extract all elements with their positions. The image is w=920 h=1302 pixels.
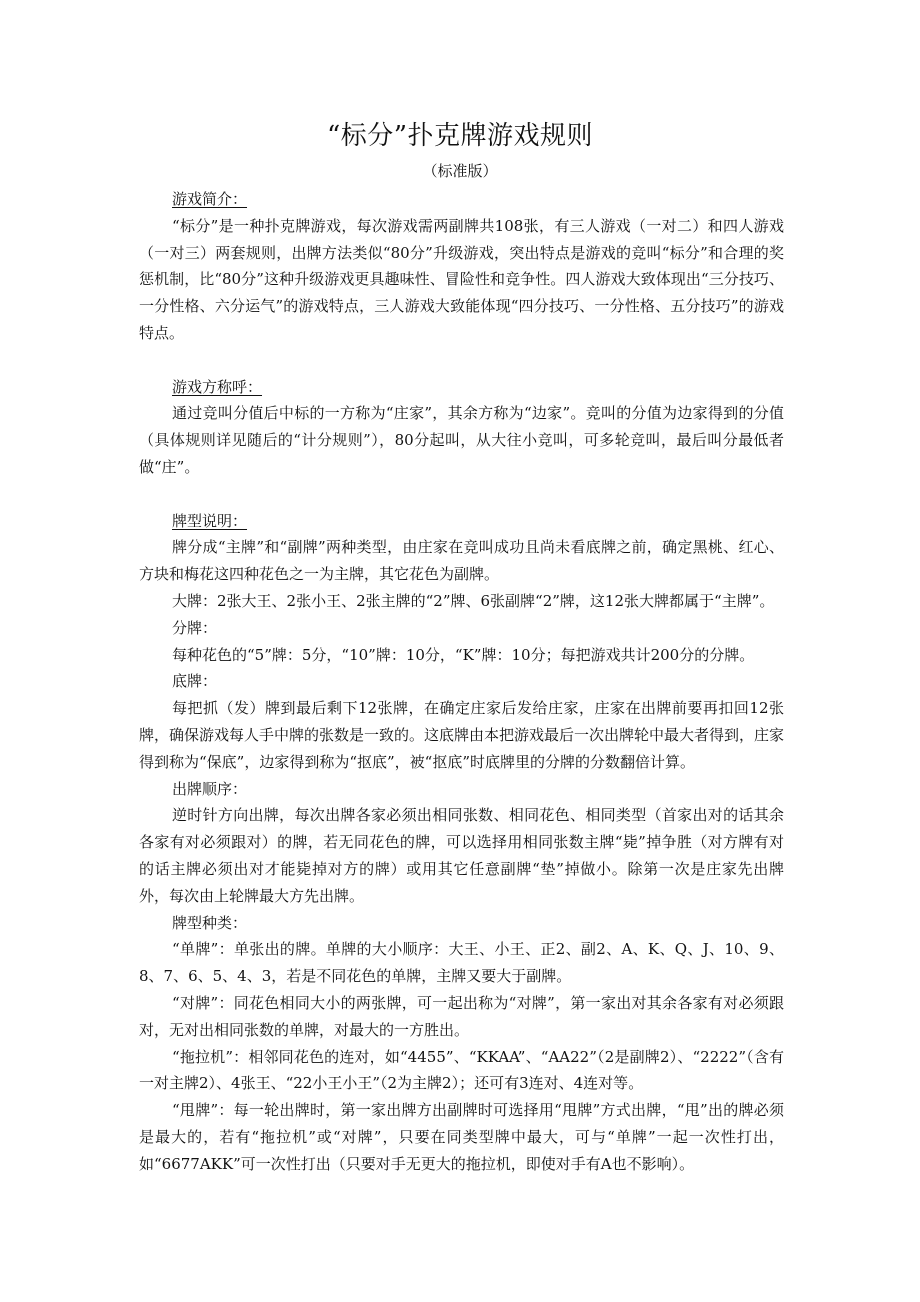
paragraph-order: 逆时针方向出牌，每次出牌各家必须出相同张数、相同花色、相同类型（首家出对的话其余各家有对必须跟对）的牌，若无同花色的牌，可以选择用相同张数主牌“毙”掉争胜（对方牌有对的话主牌必须出对才能毙掉对方的牌）或用其它任意副牌“垫”掉做小。除第一次是庄家先出牌外，每次由上轮牌最大方先出牌。 <box>139 806 784 905</box>
paragraph-pair: “对牌”：同花色相同大小的两张牌，可一起出称为“对牌”，第一家出对其余各家有对必须跟对，无对出相同张数的单牌，对最大的一方胜出。 <box>139 993 784 1039</box>
paragraph-points: 每种花色的“5”牌：5分，“10”牌：10分，“K”牌：10分；每把游戏共计200分的分牌。 <box>172 645 755 664</box>
paragraph-cards-intro: 牌分成“主牌”和“副牌”两种类型，由庄家在竞叫成功且尚未看底牌之前，确定黑桃、红心、方块和梅花这四种花色之一为主牌，其它花色为副牌。 <box>139 538 784 584</box>
label-bottom: 底牌： <box>172 672 218 691</box>
section-heading-cards: 牌型说明： <box>172 511 248 530</box>
label-points: 分牌： <box>172 618 218 637</box>
paragraph-big-cards: 大牌：2张大王、2张小王、2张主牌的“2”牌、6张副牌“2”牌，这12张大牌都属于“主牌”。 <box>172 591 775 610</box>
paragraph-names: 通过竞叫分值后中标的一方称为“庄家”，其余方称为“边家”。竞叫的分值为边家得到的分值（具体规则详见随后的“计分规则”），80分起叫，从大往小竞叫，可多轮竞叫，最后叫分最低者做“庄”。 <box>139 404 784 476</box>
document-subtitle: （标准版） <box>422 162 498 180</box>
document-title: “标分”扑克牌游戏规则 <box>326 121 594 151</box>
document-body <box>139 186 784 1177</box>
paragraph-tractor: “拖拉机”：相邻同花色的连对，如“4455”、“KKAA”、“AA22”（2是副牌2）、“2222”（含有一对主牌2）、4张王、“22小王小王”（2为主牌2）；还可有3连对、4连对等。 <box>139 1047 784 1093</box>
paragraph-throw: “甩牌”：每一轮出牌时，第一家出牌方出副牌时可选择用“甩牌”方式出牌，“甩”出的牌必须是最大的，若有“拖拉机”或“对牌”，只要在同类型牌中最大，可与“单牌”一起一次性打出，如“6677AKK”可一次性打出（只要对手无更大的拖拉机，即使对手有A也不影响）。 <box>139 1101 784 1173</box>
paragraph-bottom: 每把抓（发）牌到最后剩下12张牌，在确定庄家后发给庄家，庄家在出牌前要再扣回12张牌，确保游戏每人手中牌的张数是一致的。这底牌由本把游戏最后一次出牌轮中最大者得到，庄家得到称为“保底”，边家得到称为“抠底”，被“抠底”时底牌里的分牌的分数翻倍计算。 <box>139 699 785 771</box>
paragraph-single: “单牌”：单张出的牌。单牌的大小顺序：大王、小王、正2、副2、A、K、Q、J、10、9、8、7、6、5、4、3，若是不同花色的单牌，主牌又要大于副牌。 <box>139 940 784 986</box>
label-order: 出牌顺序： <box>172 779 248 798</box>
section-heading-names: 游戏方称呼： <box>172 377 263 396</box>
paragraph-intro: “标分”是一种扑克牌游戏，每次游戏需两副牌共108张，有三人游戏（一对二）和四人游戏（一对三）两套规则，出牌方法类似“80分”升级游戏，突出特点是游戏的竞叫“标分”和合理的奖惩机制，比“80分”这种升级游戏更具趣味性、冒险性和竞争性。四人游戏大致体现出“三分技巧、一分性格、六分运气”的游戏特点，三人游戏大致能体现“四分技巧、一分性格、五分技巧”的游戏特点。 <box>139 216 784 342</box>
label-types: 牌型种类： <box>172 913 248 932</box>
section-heading-intro: 游戏简介： <box>172 190 248 208</box>
